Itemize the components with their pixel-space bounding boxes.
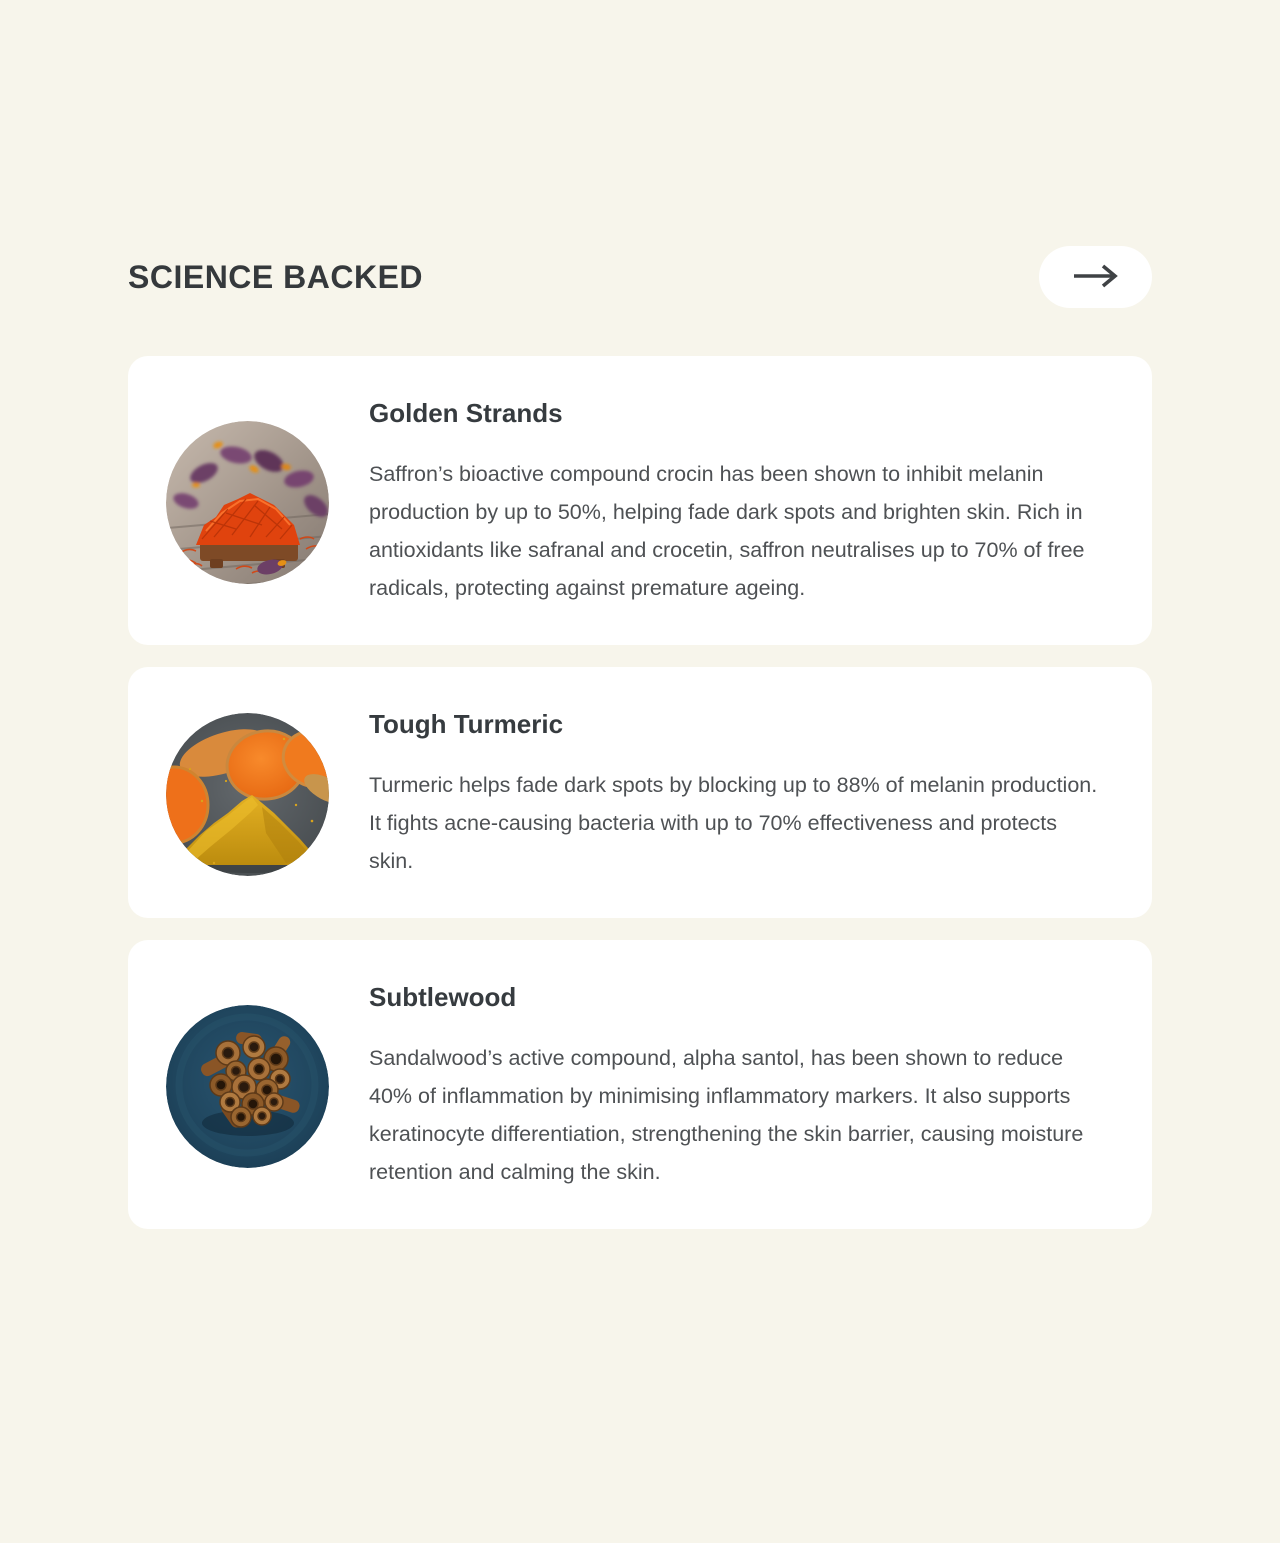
saffron-image — [166, 421, 329, 584]
card-title: Subtlewood — [369, 982, 517, 1012]
card-title: Tough Turmeric — [369, 709, 564, 739]
turmeric-image — [166, 713, 329, 876]
card-content — [369, 709, 1104, 880]
section-header — [128, 246, 1152, 308]
card-content — [369, 398, 1104, 607]
section-title: SCIENCE BACKED — [128, 258, 424, 295]
sandalwood-image — [166, 1005, 329, 1168]
card-title: Golden Strands — [369, 398, 563, 428]
card-content — [369, 982, 1104, 1191]
card-description: Saffron’s bioactive compound crocin has been shown to inhibit melanin production by up to 50%, helping fade dark spots and brighten skin. Rich in antioxidants like safranal and crocetin, saffron neutralises up to 70% of free radicals, protecting against premature ageing. — [369, 462, 1085, 600]
card-description: Sandalwood’s active compound, alpha santol, has been shown to reduce 40% of inflammation by minimising inflammatory markers. It also supports keratinocyte differentiation, strengthening the skin barrier, causing moisture retention and calming the skin. — [369, 1046, 1084, 1184]
ingredient-card-subtlewood — [128, 940, 1152, 1229]
ingredient-card-tough-turmeric — [128, 667, 1152, 918]
card-description: Turmeric helps fade dark spots by blocking up to 88% of melanin production. It fights acne-causing bacteria with up to 70% effectiveness and protects skin. — [369, 773, 1098, 873]
next-arrow-button[interactable] — [1039, 246, 1152, 308]
right-arrow-icon — [1070, 263, 1122, 292]
ingredient-card-golden-strands — [128, 356, 1152, 645]
